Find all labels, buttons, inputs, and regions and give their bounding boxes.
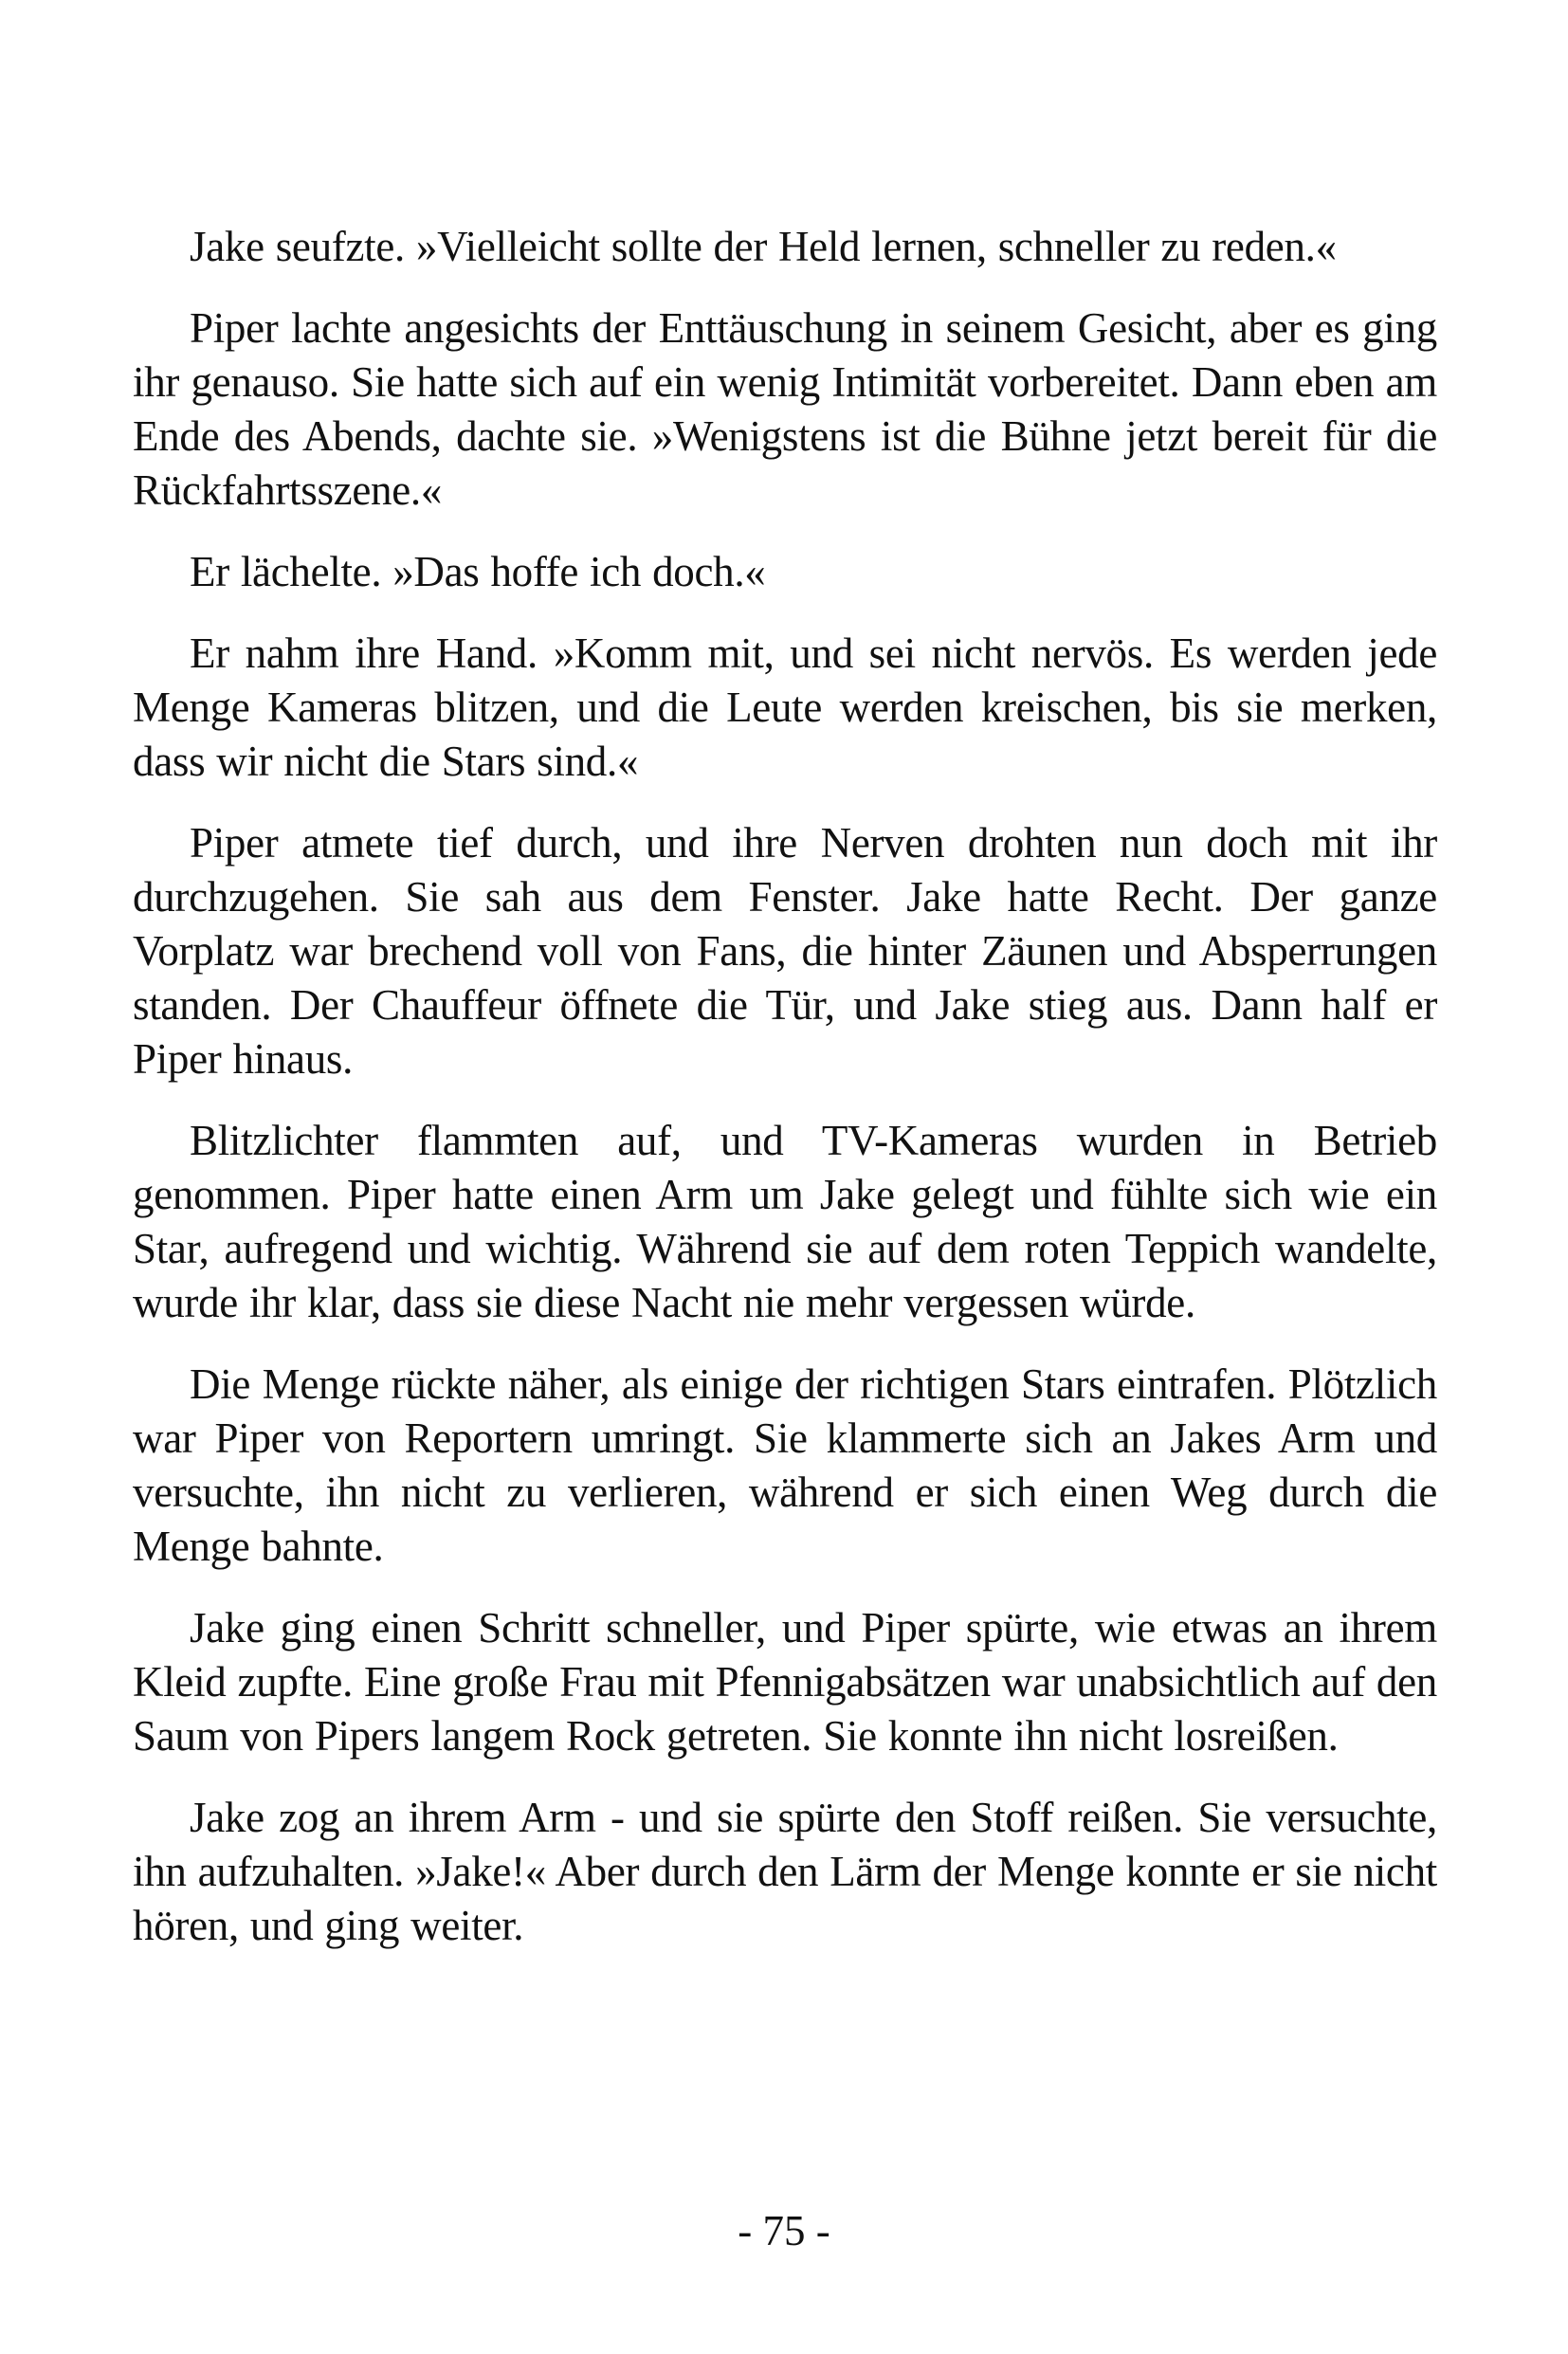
paragraph: Piper atmete tief durch, und ihre Nerven drohten nun doch mit ihr durchzugehen. Sie sah aus dem Fenster. Jake hatte Recht. Der ganze Vorplatz war brechend voll von Fans, die hinter Zäunen und Absperrungen standen. Der Chauffeur öffnete die Tür, und Jake stieg aus. Dann half er Piper hinaus. <box>133 819 1437 1083</box>
paragraph: Blitzlichter flammten auf, und TV-Kameras wurden in Betrieb genommen. Piper hatte einen Arm um Jake gelegt und fühlte sich wie ein Star, aufregend und wichtig. Während sie auf dem roten Teppich wandelte, wurde ihr klar, dass sie diese Nacht nie mehr vergessen würde. <box>133 1117 1437 1326</box>
paragraph: Jake ging einen Schritt schneller, und Piper spürte, wie etwas an ihrem Kleid zupfte. Eine große Frau mit Pfennigabsätzen war unabsichtlich auf den Saum von Pipers langem Rock getreten. Sie konnte ihn nicht losreißen. <box>133 1604 1437 1760</box>
paragraph: Die Menge rückte näher, als einige der richtigen Stars eintrafen. Plötzlich war Piper von Reportern umringt. Sie klammerte sich an Jakes Arm und versuchte, ihn nicht zu verlieren, während er sich einen Weg durch die Menge bahnte. <box>133 1360 1437 1570</box>
paragraph: Jake zog an ihrem Arm - und sie spürte den Stoff reißen. Sie versuchte, ihn aufzuhalten. »Jake!« Aber durch den Lärm der Menge konnte er sie nicht hören, und ging weiter. <box>133 1794 1437 1949</box>
page-body <box>133 220 1437 1980</box>
paragraph: Piper lachte angesichts der Enttäuschung in seinem Gesicht, aber es ging ihr genauso. Sie hatte sich auf ein wenig Intimität vorbereitet. Dann eben am Ende des Abends, dachte sie. »Wenigstens ist die Bühne jetzt bereit für die Rückfahrtsszene.« <box>133 304 1437 514</box>
paragraph: Er nahm ihre Hand. »Komm mit, und sei nicht nervös. Es werden jede Menge Kameras blitzen, und die Leute werden kreischen, bis sie merken, dass wir nicht die Stars sind.« <box>133 630 1437 785</box>
paragraph: Jake seufzte. »Vielleicht sollte der Held lernen, schneller zu reden.« <box>190 223 1337 270</box>
paragraph: Er lächelte. »Das hoffe ich doch.« <box>190 548 766 595</box>
page-number: - 75 - <box>738 2207 830 2254</box>
